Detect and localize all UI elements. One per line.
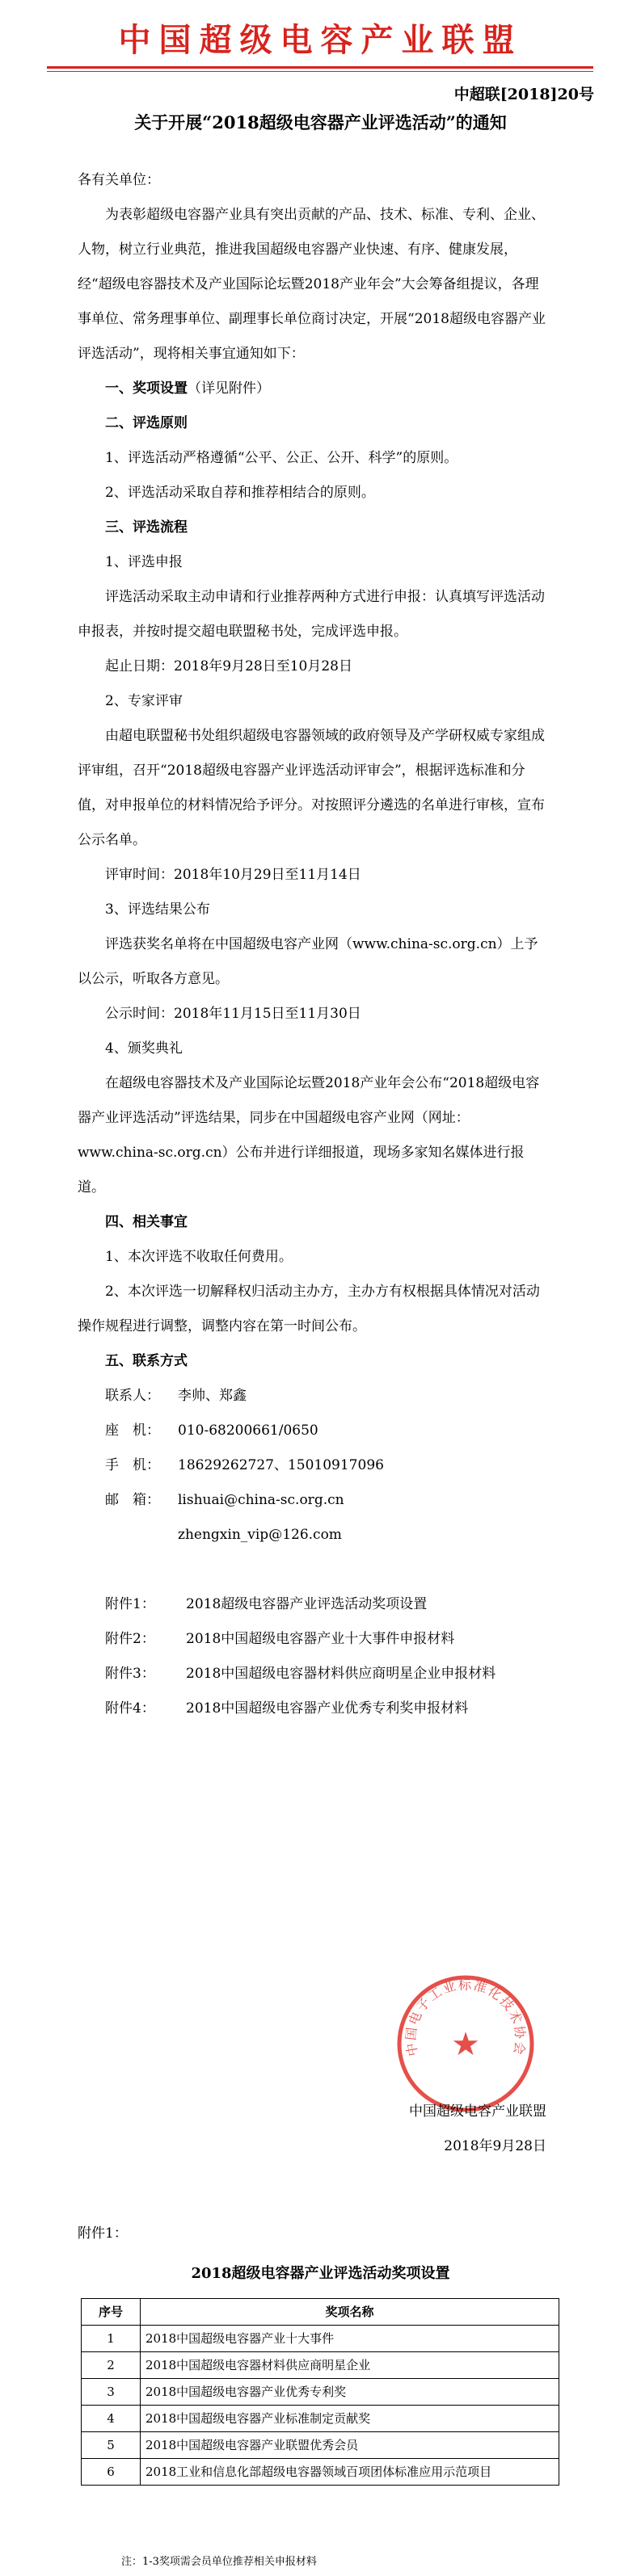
section-3-sub-4: 4、颁奖典礼	[105, 1040, 183, 1057]
table-cell-no: 5	[82, 2432, 141, 2459]
contact-row	[78, 1518, 546, 1553]
table-cell-award: 2018工业和信息化部超级电容器领域百项团体标准应用示范项目	[141, 2459, 559, 2486]
section-1-title: 一、奖项设置	[105, 380, 188, 397]
column-header: 序号	[82, 2299, 141, 2326]
section-3-para-4: 在超级电容器技术及产业国际论坛暨2018产业年会公布“2018超级电容器产业评选活动”评选结果，同步在中国超级电容产业网（网址：www.china-sc.org.cn）公布并进行详细报道，现场多家知名媒体进行报道。	[78, 1075, 540, 1196]
section-3-sub-3: 3、评选结果公布	[105, 901, 210, 918]
table-cell-award: 2018中国超级电容器产业优秀专利奖	[141, 2379, 559, 2406]
org-header-title: 中国超级电容产业联盟	[118, 22, 523, 59]
section-4-heading: 四、相关事宜	[105, 1214, 188, 1230]
contact-label: 联系人：	[105, 1388, 160, 1404]
section-4-para-1: 1、本次评选不收取任何费用。	[105, 1249, 293, 1265]
annex-item	[78, 1691, 546, 1726]
table-cell-award: 2018中国超级电容器材料供应商明星企业	[141, 2352, 559, 2379]
column-header: 奖项名称	[141, 2299, 559, 2326]
table-row	[82, 2379, 559, 2406]
annex-text: 2018中国超级电容器产业十大事件申报材料	[186, 1631, 455, 1647]
signature-block	[0, 2095, 546, 2164]
seal-star-icon: ★	[451, 2026, 480, 2063]
annex1-label: 附件1：	[78, 2225, 128, 2242]
table-cell-no: 3	[82, 2379, 141, 2406]
signature-org: 中国超级电容产业联盟	[409, 2103, 546, 2120]
annex-item	[78, 1622, 546, 1657]
section-3-heading: 三、评选流程	[105, 519, 188, 536]
section-3-date-2: 评审时间：2018年10月29日至11月14日	[105, 867, 361, 883]
annex-text: 2018中国超级电容器材料供应商明星企业申报材料	[186, 1666, 496, 1682]
annex-list	[78, 1587, 546, 1726]
table-note: 注：1-3奖项需会员单位推荐相关申报材料	[121, 2556, 317, 2568]
contact-email-link[interactable]: lishuai@china-sc.org.cn	[178, 1492, 344, 1508]
contact-row	[78, 1483, 546, 1518]
contact-value: 010-68200661/0650	[178, 1422, 318, 1439]
table-row	[82, 2432, 559, 2459]
contact-email-link[interactable]: zhengxin_vip@126.com	[178, 1527, 342, 1543]
annex-item	[78, 1587, 546, 1622]
table-row	[82, 2352, 559, 2379]
notice-body	[78, 163, 546, 1726]
signature-date: 2018年9月28日	[444, 2138, 546, 2154]
contact-label	[105, 1518, 178, 1553]
section-3-para-2: 由超电联盟秘书处组织超级电容器领域的政府领导及产学研权威专家组成评审组，召开“2018超级电容器产业评选活动评审会”，根据评选标准和分值，对申报单位的材料情况给予评分。对按照评分遴选的名单进行审核，宣布公示名单。	[78, 728, 545, 848]
contact-row	[78, 1379, 546, 1414]
section-4-para-2: 2、本次评选一切解释权归活动主办方，主办方有权根据具体情况对活动操作规程进行调整，调整内容在第一时间公布。	[78, 1284, 540, 1334]
section-2-para-2: 2、评选活动采取自荐和推荐相结合的原则。	[105, 485, 375, 501]
table-cell-award: 2018中国超级电容器产业联盟优秀会员	[141, 2432, 559, 2459]
seal-text: 中国电子工业标准化技术协会	[403, 1977, 529, 2057]
section-3-para-3: 评选获奖名单将在中国超级电容产业网（www.china-sc.org.cn）上予以公示，听取各方意见。	[78, 936, 538, 987]
annex-item	[78, 1657, 546, 1691]
document-number: 中超联[2018]20号	[453, 86, 594, 103]
section-3-date-1: 起止日期：2018年9月28日至10月28日	[105, 658, 352, 674]
contact-value: 李帅、郑鑫	[178, 1388, 247, 1404]
annex-label: 附件2：	[105, 1631, 155, 1647]
section-3-sub-1: 1、评选申报	[105, 554, 183, 570]
section-2-heading: 二、评选原则	[105, 415, 188, 431]
table-row	[82, 2459, 559, 2486]
contact-label: 邮 箱：	[105, 1492, 160, 1508]
annex-label: 附件3：	[105, 1666, 155, 1682]
contact-value: 18629262727、15010917096	[178, 1457, 384, 1473]
section-1-heading	[78, 372, 546, 406]
table-cell-no: 1	[82, 2326, 141, 2352]
annex-label: 附件4：	[105, 1700, 155, 1717]
contact-row	[78, 1414, 546, 1448]
annex-label: 附件1：	[105, 1596, 155, 1612]
annex-text: 2018中国超级电容器产业优秀专利奖申报材料	[186, 1700, 469, 1717]
award-table-title: 2018超级电容器产业评选活动奖项设置	[191, 2265, 450, 2282]
table-header-row	[82, 2299, 559, 2326]
intro-paragraph: 为表彰超级电容器产业具有突出贡献的产品、技术、标准、专利、企业、人物，树立行业典范，推进我国超级电容器产业快速、有序、健康发展，经“超级电容器技术及产业国际论坛暨2018产业年会”大会筹备组提议，各理事单位、常务理事单位、副理事长单位商讨决定，开展“2018超级电容器产业评选活动”，现将相关事宜通知如下：	[78, 207, 546, 362]
section-1-note: （详见附件）	[188, 380, 270, 397]
table-cell-no: 4	[82, 2406, 141, 2432]
header-rule-thin	[47, 71, 593, 72]
table-row	[82, 2326, 559, 2352]
table-cell-no: 2	[82, 2352, 141, 2379]
table-row	[82, 2406, 559, 2432]
section-3-date-3: 公示时间：2018年11月15日至11月30日	[105, 1006, 361, 1022]
section-3-para-1: 评选活动采取主动申请和行业推荐两种方式进行申报：认真填写评选活动申报表，并按时提交超电联盟秘书处，完成评选申报。	[78, 589, 545, 640]
contact-row	[78, 1448, 546, 1483]
annex-text: 2018超级电容器产业评选活动奖项设置	[186, 1596, 428, 1612]
award-table	[81, 2298, 559, 2486]
section-2-para-1: 1、评选活动严格遵循“公平、公正、公开、科学”的原则。	[105, 450, 458, 466]
section-3-sub-2: 2、专家评审	[105, 693, 183, 709]
table-cell-award: 2018中国超级电容器产业标准制定贡献奖	[141, 2406, 559, 2432]
notice-title: 关于开展“2018超级电容器产业评选活动”的通知	[134, 112, 507, 132]
table-cell-award: 2018中国超级电容器产业十大事件	[141, 2326, 559, 2352]
salutation: 各有关单位：	[78, 172, 160, 188]
section-5-heading: 五、联系方式	[105, 1353, 188, 1369]
contact-list	[78, 1379, 546, 1553]
contact-label: 手 机：	[105, 1457, 160, 1473]
header-rule-thick	[47, 66, 593, 69]
contact-label: 座 机：	[105, 1422, 160, 1439]
table-cell-no: 6	[82, 2459, 141, 2486]
